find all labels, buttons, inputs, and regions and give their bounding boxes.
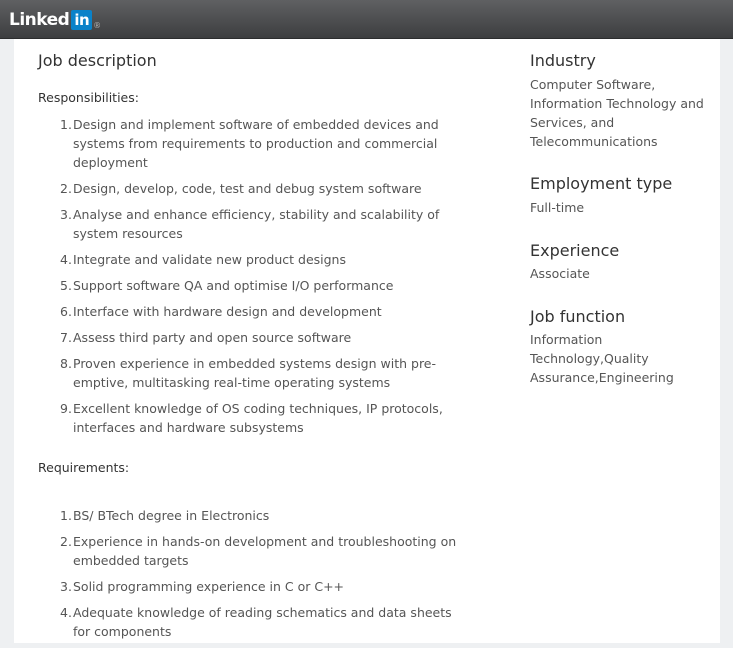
requirements-heading: Requirements: xyxy=(38,460,130,475)
experience-value: Associate xyxy=(530,266,590,281)
list-item xyxy=(38,354,458,392)
list-item-text: Design and implement software of embedded devices and systems from requirements to production and commercial deployment xyxy=(73,117,439,170)
list-item-text: Support software QA and optimise I/O performance xyxy=(73,278,394,293)
list-item xyxy=(38,603,458,641)
list-item xyxy=(38,276,458,295)
list-item-text: BS/ BTech degree in Electronics xyxy=(73,508,270,523)
employment-type-value: Full-time xyxy=(530,200,585,215)
list-item-text: Interface with hardware design and development xyxy=(73,304,382,319)
list-item-text: Analyse and enhance efficiency, stability and scalability of system resources xyxy=(73,207,440,241)
logo-word: Linked xyxy=(9,10,70,30)
list-item xyxy=(38,250,458,269)
list-item-text: Adequate knowledge of reading schematics and data sheets for components xyxy=(73,605,452,639)
list-item-number: 2. xyxy=(60,534,72,549)
list-item-number: 3. xyxy=(60,207,72,222)
industry-title: Industry xyxy=(530,51,596,70)
list-item xyxy=(38,115,458,172)
list-item-number: 1. xyxy=(60,117,72,132)
industry-value: Computer Software, Information Technology and Services, and Telecommunications xyxy=(530,77,704,149)
list-item xyxy=(38,205,458,243)
list-item-text: Solid programming experience in C or C++ xyxy=(73,579,345,594)
list-item-text: Integrate and validate new product designs xyxy=(73,252,346,267)
list-item-number: 3. xyxy=(60,579,72,594)
list-item-text: Design, develop, code, test and debug system software xyxy=(73,181,422,196)
list-item-number: 4. xyxy=(60,252,72,267)
list-item-text: Excellent knowledge of OS coding techniques, IP protocols, interfaces and hardware subsystems xyxy=(73,401,443,435)
list-item-number: 1. xyxy=(60,508,72,523)
list-item xyxy=(38,577,458,596)
list-item-text: Assess third party and open source software xyxy=(73,330,352,345)
list-item-number: 4. xyxy=(60,605,72,620)
list-item-number: 7. xyxy=(60,330,72,345)
list-item-number: 6. xyxy=(60,304,72,319)
job-function-title: Job function xyxy=(530,307,626,326)
employment-type-title: Employment type xyxy=(530,174,673,193)
list-item-number: 2. xyxy=(60,181,72,196)
linkedin-logo[interactable] xyxy=(9,9,101,31)
list-item xyxy=(38,302,458,321)
list-item xyxy=(38,179,458,198)
list-item-number: 8. xyxy=(60,356,72,371)
logo-registered-mark: ® xyxy=(93,20,102,30)
list-item xyxy=(38,532,458,570)
job-details-card xyxy=(14,39,720,643)
list-item xyxy=(38,506,458,525)
list-item-number: 9. xyxy=(60,401,72,416)
requirements-list xyxy=(38,506,458,648)
logo-in-box: in xyxy=(71,10,92,30)
list-item-text: Experience in hands-on development and troubleshooting on embedded targets xyxy=(73,534,457,568)
job-function-value: Information Technology,Quality Assurance,Engineering xyxy=(530,332,674,385)
list-item-text: Proven experience in embedded systems design with pre-emptive, multitasking real-time operating systems xyxy=(73,356,437,390)
top-bar xyxy=(0,0,733,39)
list-item xyxy=(38,399,458,437)
job-description-title: Job description xyxy=(38,51,157,70)
list-item xyxy=(38,328,458,347)
responsibilities-heading: Responsibilities: xyxy=(38,90,139,105)
list-item-number: 5. xyxy=(60,278,72,293)
experience-title: Experience xyxy=(530,241,620,260)
responsibilities-list xyxy=(38,115,458,444)
